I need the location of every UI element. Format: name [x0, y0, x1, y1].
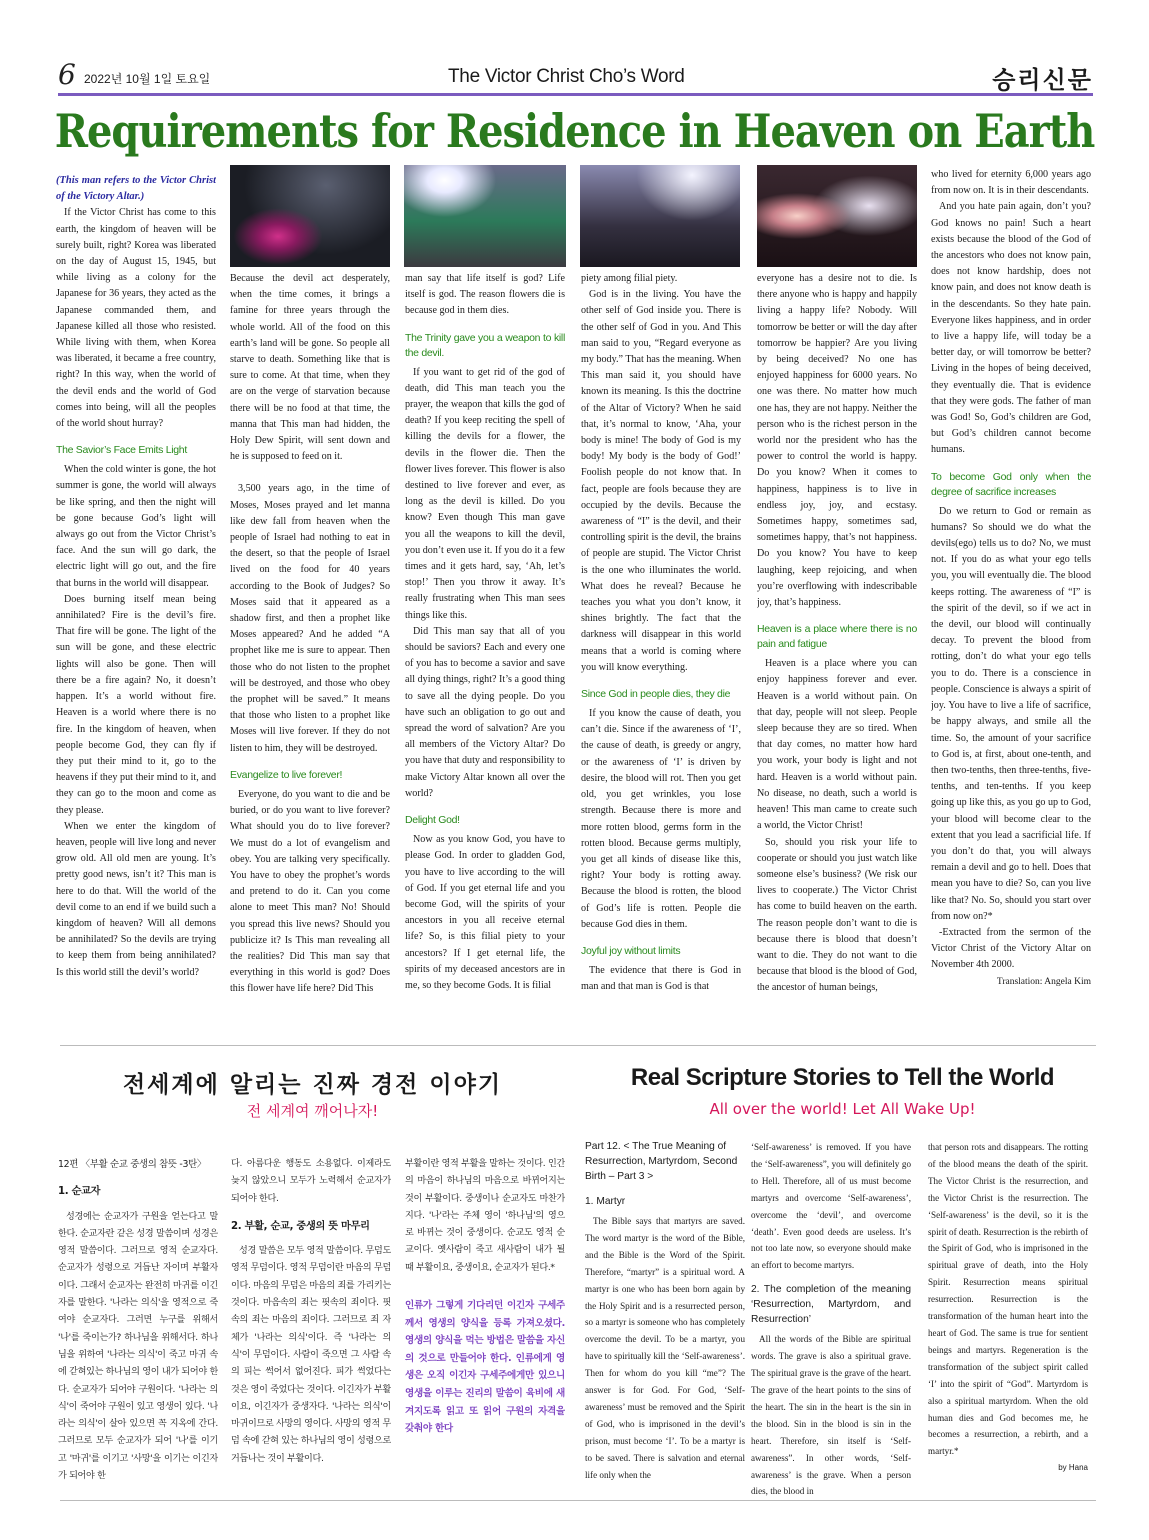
paragraph: 성경 말씀은 모두 영적 말씀이다. 무덤도 영적 무덤이다. 영적 무덤이란 마음의 무덤이다. 마음의 무덤은 마음의 죄를 가리키는 것이다. 마음속의 죄는 핏속의 죄이다. 핏속의 죄는 마음의 죄이다. 그러므로 죄 자체가 '나라는 의식'이다. 즉 '나라는 의식'이 무덤이다. 사람이 죽으면 그 사람 속의 피는 썩어서 없어진다. 피가 썩었다는 것은 영이 죽었다는 것이다. 이긴자가 부활이요, 이긴자가 중생자다. '나라는 의식'이 마귀이므로 사망의 영이다. 사망의 영적 무덤 속에 갇혀 있는 하나님의 영이 성령으로 거듭나는 것이 부활이다.	[231, 1246, 391, 1464]
subheading: 2. 부활, 순교, 중생의 뜻 마무리	[231, 1220, 370, 1232]
subheading: Evangelize to live forever!	[230, 768, 343, 781]
subheading: The Trinity gave you a weapon to kill the devil.	[405, 331, 565, 359]
issue-date: 2022년 10월 1일 토요일	[84, 72, 211, 86]
paragraph: The evidence that there is God in man and that man is God is that	[581, 964, 741, 993]
article-column-6	[931, 167, 1091, 990]
newspaper-logo: 승리신문	[992, 66, 1093, 94]
subheading: To become God only when the degree of sacrifice increases	[931, 470, 1091, 498]
article-column-4	[581, 271, 741, 995]
subheading: Joyful joy without limits	[581, 944, 681, 957]
part-title: Part 12. < The True Meaning of Resurrection, Martyrdom, Second Birth – Part 3 >	[585, 1141, 738, 1182]
paragraph: So, should you risk your life to cooperate or should you just watch like someone else’s business? (We risk our lives to cooperate.) The Victor Christ has come to build heaven on the earth. The reason people don’t want to die is because there is blood that doesn’t want to die. They do not want to die because that blood is the blood of God, the ancestor of human beings,	[757, 836, 917, 994]
subheading: Delight God!	[405, 814, 460, 827]
korean-column-2	[231, 1156, 391, 1468]
paragraph: All the words of the Bible are spiritual words. The grave is also a spiritual grave. The spiritual grave is the grave of the heart. The grave of the heart points to the sins of the heart. The sin in the heart is the sin in the blood. Sin in the blood is sin in the heart. Therefore, sin itself is ‘Self-awareness”. In other words, ‘Self-awareness’ is the grave. When a person dies, the blood in	[751, 1334, 911, 1497]
photo-worship-4	[757, 165, 917, 267]
part-title: 12편 〈부활 순교 중생의 참뜻 -3탄〉	[58, 1159, 206, 1170]
paragraph: When the cold winter is gone, the hot summer is gone, the world will always be like spring, and then the night will be gone because God’s light will always go out from the Victor Christ’s face. And the sun will go dark, the electric light will go out, and the fire that burns in the world will disappear.	[56, 464, 216, 589]
paragraph: Did This man say that all of you should be saviors? Each and every one of you has to become a savior and save all dying things, right? It’s a good thing to save all the dying people. Do you have such an obligation to go out and spread the word of salvation? Are you all members of the Victory Altar? Do you have that duty and responsibility to make Victory Altar known all over the world?	[405, 625, 565, 799]
paragraph: Do we return to God or remain as humans? So should we do what the devils(ego) tells us to do? No, we must not. If you do as what your ego tells you, you will eventually die. The blood keeps rotting. The awareness of “I” is the spirit of the devil, so if we act in the devil, our blood will continually decay. To prevent the blood from rotting, don’t do what your ego tells you to do. There is a conscience in people. Conscience is always a spirit of joy. You have to live a life of sacrifice, be happy always, and smile all the time. So, the amount of your sacrifice to God is, at first, about one-tenth, and then two-tenths, then three-tenths, five-tenths, and ten-tenths. If you keep going up like this, as you go up to God, your blood will become clear to the extent that you lead a sacrificial life. If you don’t do that, you will always remain a devil and go to hell. Does that mean you have to die? So, can you live like that? No. So, should you start over from now on?*	[931, 505, 1091, 922]
section-divider	[60, 1045, 1096, 1046]
paragraph: 3,500 years ago, in the time of Moses, Moses prayed and let manna like dew fall from heaven when the people of Israel had nothing to eat in the desert, so that the people of Israel lived on the food for 40 years according to the Book of Judges? So Moses said that it appeared as a shadow first, and then a prophet like Moses appeared? And he added “A prophet like me is sure to appear. Then those who do not listen to the prophet will be destroyed, and those who obey the prophet will be saved.” It means that those who listen to a prophet like Moses will live forever. If they do not listen to him, they will be destroyed.	[230, 483, 390, 754]
article-column-1	[56, 173, 216, 981]
paragraph: man say that life itself is god? Life itself is god. The reason flowers die is because god in them dies.	[405, 273, 565, 317]
highlight-text: 인류가 그렇게 기다리던 이긴자 구세주께서 영생의 양식을 등록 가져오셨다. 영생의 양식을 먹는 방법은 말씀을 자신의 것으로 만들어야 한다. 인류에게 영생은 오직 이긴자 구세주에게만 있으니 영생을 이루는 진리의 말씀이 육비에 새겨지도록 읽고 또 읽어 구원의 자격을 갖춰야 한다	[405, 1300, 565, 1435]
paragraph: Does burning itself mean being annihilated? Fire is the devil’s fire. That fire will be gone. The light of the sun will be gone, and these electric lights will also be gone. Then will there be a fire again? No, it doesn’t happen. It’s a world without fire. Heaven is a world where there is no fire. In the kingdom of heaven, when people become God, they can fly if they put their mind to it, go to the heavens if they put their mind to it, and they can go to the moon and come as they please.	[56, 593, 216, 816]
headline: Requirements for Residence in Heaven on Earth	[54, 104, 1095, 159]
paragraph: Now as you know God, you have to please God. In order to gladden God, you have to live according to the will of God. If you get eternal life and you become God, will the spirits of your ancestors in you all receive eternal life? So, is this filial piety to your ancestors? If I get eternal life, the spirits of my deceased ancestors are in me, so they become Gods. It is filial	[405, 834, 565, 991]
paragraph: Heaven is a place where you can enjoy happiness forever and ever. Heaven is a world without pain. On that day, people will not sleep. People sleep because they are so tired. When that day comes, no matter how hard you work, your body is light and not hard. Heaven is a world without pain. No disease, no death, such a world is heaven! This man came to create such a world, the Victor Christ!	[757, 658, 917, 832]
bottom-rule	[60, 1500, 1096, 1501]
source-note: -Extracted from the sermon of the Victor Christ of the Victory Altar on November 4th 2000.	[931, 926, 1091, 971]
photo-worship-2	[404, 165, 566, 267]
editor-note: (This man refers to the Victor Christ of the Victory Altar.)	[56, 175, 216, 203]
paragraph: 부활이란 영적 부활을 말하는 것이다. 인간의 마음이 하나님의 마음으로 바뀌어지는 것이 부활이다. 중생이나 순교자도 마찬가지다. '나'라는 주체 영이 '하나님'의 영으로 바뀌는 것이 중생이다. 순교도 영적 순교이다. 옛사람이 죽고 새사람이 내가 될 때 부활이요, 중생이요, 순교자가 된다.*	[405, 1159, 565, 1273]
subheading: 1. 순교자	[58, 1186, 101, 1198]
page-number: 6	[58, 58, 76, 91]
paragraph: who lived for eternity 6,000 years ago from now on. It is in their descendants.	[931, 169, 1091, 197]
section2-title-english: Real Scripture Stories to Tell the World	[630, 1064, 1055, 1091]
subheading: 2. The completion of the meaning ‘Resurrection, Martyrdom, and Resurrection’	[751, 1284, 911, 1326]
section2-title-korean: 전세계에 알리는 진짜 경전 이야기	[122, 1072, 503, 1098]
paragraph: When we enter the kingdom of heaven, people will live long and never grow old. All old men are young. It’s pretty good news, isn’t it? This man is here to do that. Will the world of the devil come to an end if we build such a kingdom of heaven? Will all demons be annihilated? So the devils are trying to keep them from being annihilated? Is this world still the devil’s world?	[56, 820, 216, 978]
paragraph: If the Victor Christ has come to this earth, the kingdom of heaven will be surely built, right? Korea was liberated on the day of August 15, 1945, but while living as a colony for the Japanese for 36 years, they acted as the Japanese commanded them, and Japanese killed all those who resisted. While living with them, when Korea was liberated, it became a free country, right? In this way, when the world of the devil ends and the world of God comes into being, will all the peoples of the world shout hurray?	[56, 207, 216, 430]
korean-column-1	[58, 1156, 218, 1485]
section2-subtitle-korean: 전 세계여 깨어나자!	[246, 1102, 379, 1120]
paragraph: God is in the living. You have the other self of God inside you. There is the other self of God in you. And This man said to you, “Regard everyone as my body.” That has the meaning. When This man said it, you should have known its meaning. Is this the doctrine of the Altar of Victory? When he said that, it’s normal to know, ‘Aha, your body is mine! The body of God is my body! My body is the body of God!’ Foolish people do not know that. In fact, people are fools because they are occupied by the devils. Because the awareness of “I” is the devil, and their controlling spirit is the devil, the brains of people are stupid. The Victor Christ is the one who illuminates the world. What does he reveal? Because he teaches you what you don’t know, it shines brightly. The fact that the darkness will disappear in this world means that a world is coming where you will know everything.	[581, 289, 741, 673]
subheading: The Savior’s Face Emits Light	[56, 444, 187, 457]
translator-credit: Translation: Angela Kim	[996, 976, 1091, 987]
paragraph: If you know the cause of death, you can’t die. Since if the awareness of ‘I’, the cause of death, is greedy or angry, or the awareness of ‘I’ is driven by desire, the blood will rot. Then you get old, you get wrinkles, you lose strength. Because there is more and more rotten blood, germs form in the rotten blood. Because germs multiply, you get all kinds of disease like this, right? Your body is rotting away. Because the blood is rotten, the blood of God’s life is rotten. People die because God dies in them.	[581, 708, 741, 930]
english-column-3	[928, 1139, 1088, 1477]
subheading: Heaven is a place where there is no pain and fatigue	[757, 623, 917, 651]
section-title: The Victor Christ Cho’s Word	[448, 66, 685, 87]
english-column-1	[585, 1139, 745, 1484]
paragraph: The Bible says that martyrs are saved. The word martyr is the word of the Bible, and the Bible is the Word of the Spirit. Therefore, “martyr” is a spiritual word. A martyr is one who has been born again by the Holy Spirit and is a resurrected person, so a martyr is someone who has completely overcome the devil. To be a martyr, you have to spiritually kill the ‘Self-awareness’. Then for whom do you kill “me”? The answer is for God. For God, ‘Self-awareness’ must be removed and the Spirit of God, who is imprisoned in the devil’s prison, must become ‘I’. To be a martyr is to be saved. There is salvation and eternal life only when the	[585, 1216, 745, 1480]
section2-subtitle-english: All over the world! Let All Wake Up!	[709, 1100, 976, 1118]
paragraph: If you want to get rid of the god of death, did This man teach you the prayer, the weapon that kills the god of death? If you keep reciting the spell of killing the devils for a flower, the devils in the flower die. Then the flower lives forever. This flower is also destined to live forever and ever, as long as the devil is killed. Do you know? Even though This man gave you all the weapons to kill the devil, you don’t even use it. If you do it a few times and it gets hard, say, ‘Ah, let’s stop!’ Then you throw it away. It’s really frustrating when This man sees things like this.	[405, 366, 565, 621]
paragraph: piety among filial piety.	[581, 273, 678, 284]
article-column-3	[405, 271, 565, 994]
subheading: Since God in people dies, they die	[581, 688, 731, 701]
paragraph: everyone has a desire not to die. Is there anyone who is happy and happily living a happy life? Nobody. Will tomorrow be better or will the day after tomorrow be happier? Are you living by being deceived? No one has enjoyed happiness for 6000 years. No one was there. No matter how much one has, they are not happy. Neither the person who is the richest person in the world nor the president who has the power to control the world is happy. Do you know? When it comes to happiness, happiness is to live in endless joy, joy, and ecstasy. Sometimes happy, sometimes sad, sometimes happy, that’s not happiness. Do you know? You have to keep laughing, keep rejoicing, and when you’re overflowing with indescribable joy, that’s happiness.	[757, 273, 917, 609]
korean-column-3	[405, 1156, 565, 1438]
paragraph: Because the devil act desperately, when the time comes, it brings a famine for three years through the whole world. All of the food on this earth’s land will be gone. So people all starve to death. Something like that is sure to come. At that time, when they are on the verge of starvation because there will be no food at that time, the manna that This man had hidden, the Holy Dew Spirit, will sent down and he is supposed to feed on it.	[230, 273, 390, 463]
paragraph: 성경에는 순교자가 구원을 얻는다고 말한다. 순교자란 같은 성경 말씀이며 성경은 영적 말씀이다. 그러므로 영적 순교자다. 순교자가 성령으로 거듭난 자이며 부활자이다. 그래서 순교자는 완전히 마귀를 이긴자를 말한다. '나라는 의식'을 영적으로 죽여야 순교자다. 그러면 누구를 위해서 '나'를 죽이는가? 하나님을 위해서다. 하나님을 위하여 '나라는 의식'이 죽고 마귀 속에 갇혀있는 하나님의 영이 내가 되어야 한다. 순교자가 되어야 구원이다. '나라는 의식'이 죽어야 구원이 있고 영생이 있다. '나라는 의식'이 살아 있으면 꼭 지옥에 간다. 그러므로 모두 순교자가 되어 '나'를 이기고 '마귀'를 이기고 '사망'을 이기는 이긴자가 되어야 한	[58, 1211, 218, 1482]
article-column-2	[230, 271, 390, 998]
author-credit: by Hana	[1058, 1463, 1088, 1473]
paragraph: Everyone, do you want to die and be buried, or do you want to live forever? What should you do to live forever? We must do a lot of evangelism and obey. You are talking very specifically. You have to obey the prophet’s words and pretend to do it. Can you come alone to meet This man? No! Should you spread this live news? Should you publicize it? Is This man revealing all the realities? Did This man say that everything in this world is god? Does this flower have life here? Did This	[230, 788, 390, 995]
paragraph: 다. 아름다운 행동도 소용없다. 이제라도 늦지 않았으니 모두가 노력해서 순교자가 되어야 한다.	[231, 1159, 391, 1204]
photo-worship-3	[580, 165, 740, 267]
photo-worship-1	[230, 165, 390, 267]
paragraph: And you hate pain again, don’t you? God knows no pain! Such a heart exists because the blood of the God of the ancestors who does not know pain, does not know hardship, does not know pain, and does not know death is in the descendants. So they hate pain. Everyone likes happiness, and in order to live a happy life, will today be a better day, or will tomorrow be better? Living in the hopes of being deceived, they eventually die. That is evidence that they were gods. The father of man was God! So, God’s children are God, but God’s children cannot become humans.	[931, 201, 1091, 456]
english-column-2	[751, 1139, 911, 1500]
article-column-5	[757, 271, 917, 997]
paragraph: that person rots and disappears. The rotting of the blood means the death of the spirit. The Victor Christ is the resurrection, and the Victor Christ is the resurrection. The ‘Self-awareness’ is the devil, so it is the spirit of death. Resurrection is the rebirth of the Spirit of God, who is imprisoned in the spiritual grave of death, into the Holy Spirit. Resurrection means spiritual resurrection. Resurrection is the transformation of the human heart into the heart of God. The same is true for sentient beings and martyrs. Regeneration is the transformation of the subject spirit called ‘I’ into the spirit of “God”. Martyrdom is also a spiritual martyrdom. When the old human dies and God becomes me, he becomes a resurrection, a rebirth, and a martyr.*	[928, 1142, 1088, 1457]
subheading: 1. Martyr	[585, 1196, 626, 1207]
page-header	[58, 58, 1093, 96]
paragraph: ‘Self-awareness’ is removed. If you have the ‘Self-awareness”, you will definitely go to Hell. Therefore, all of us must become martyrs and overcome ‘Self-awareness’, overcome the ‘devil’, and overcome ‘death’. Even good deeds are useless. It’s not too late now, so everyone should make an effort to become martyrs.	[751, 1142, 911, 1271]
